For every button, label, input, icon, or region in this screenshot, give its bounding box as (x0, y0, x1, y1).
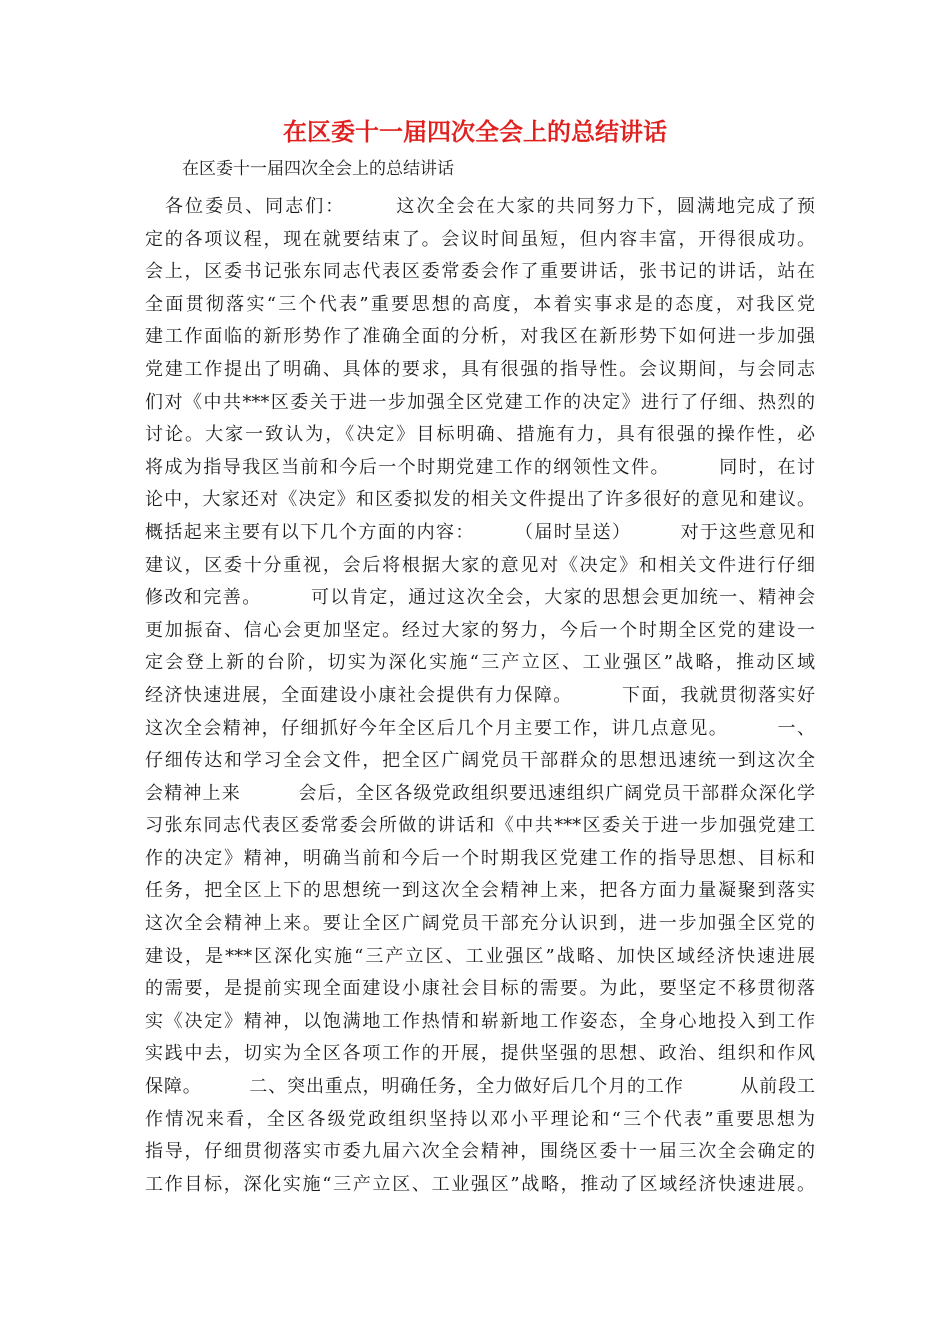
body-line: 保障。 二、突出重点，明确任务，全力做好后几个月的工作 从前段工 (145, 1076, 815, 1098)
body-line: 建设，是***区深化实施“三产立区、工业强区”战略、加快区域经济快速进展 (145, 945, 815, 967)
body-line: 经济快速进展，全面建设小康社会提供有力保障。 下面，我就贯彻落实好 (145, 684, 815, 706)
document-subtitle: 在区委十一届四次全会上的总结讲话 (182, 159, 454, 179)
body-line: 习张东同志代表区委常委会所做的讲话和《中共***区委关于进一步加强党建工 (145, 815, 815, 837)
body-line: 更加振奋、信心会更加坚定。经过大家的努力，今后一个时期全区党的建设一 (145, 619, 815, 641)
document-title: 在区委十一届四次全会上的总结讲话 (283, 118, 667, 146)
body-line: 实践中去，切实为全区各项工作的开展，提供坚强的思想、政治、组织和作风 (145, 1043, 815, 1065)
body-line: 概括起来主要有以下几个方面的内容： （届时呈送） 对于这些意见和 (145, 521, 815, 543)
body-line: 们对《中共***区委关于进一步加强全区党建工作的决定》进行了仔细、热烈的 (145, 391, 815, 413)
body-line: 实《决定》精神，以饱满地工作热情和崭新地工作姿态，全身心地投入到工作 (145, 1010, 815, 1032)
body-line: 定的各项议程，现在就要结束了。会议时间虽短，但内容丰富，开得很成功。 (145, 228, 815, 250)
body-line: 将成为指导我区当前和今后一个时期党建工作的纲领性文件。 同时，在讨 (145, 456, 815, 478)
body-line: 修改和完善。 可以肯定，通过这次全会，大家的思想会更加统一、精神会 (145, 587, 815, 609)
body-line: 这次全会精神，仔细抓好今年全区后几个月主要工作，讲几点意见。 一、 (145, 717, 815, 739)
body-line: 会上，区委书记张东同志代表区委常委会作了重要讲话，张书记的讲话，站在 (145, 261, 815, 283)
body-line: 各位委员、同志们： 这次全会在大家的共同努力下，圆满地完成了预 (145, 196, 815, 217)
body-line: 论中，大家还对《决定》和区委拟发的相关文件提出了许多很好的意见和建议。 (145, 489, 815, 511)
body-line: 建议，区委十分重视，会后将根据大家的意见对《决定》和相关文件进行仔细 (145, 554, 815, 576)
body-line: 定会登上新的台阶，切实为深化实施“三产立区、工业强区”战略，推动区域 (145, 652, 815, 674)
body-line: 的需要，是提前实现全面建设小康社会目标的需要。为此，要坚定不移贯彻落 (145, 978, 815, 1000)
body-line: 作的决定》精神，明确当前和今后一个时期我区党建工作的指导思想、目标和 (145, 847, 815, 869)
document-body (145, 191, 815, 1201)
body-line: 全面贯彻落实“三个代表”重要思想的高度，本着实事求是的态度，对我区党 (145, 293, 815, 315)
body-line: 讨论。大家一致认为，《决定》目标明确、措施有力，具有很强的操作性，必 (145, 424, 815, 446)
body-line: 作情况来看，全区各级党政组织坚持以邓小平理论和“三个代表”重要思想为 (145, 1108, 815, 1130)
body-line: 指导，仔细贯彻落实市委九届六次全会精神，围绕区委十一届三次全会确定的 (145, 1141, 815, 1163)
body-line: 党建工作提出了明确、具体的要求，具有很强的指导性。会议期间，与会同志 (145, 358, 815, 380)
body-line: 仔细传达和学习全会文件，把全区广阔党员干部群众的思想迅速统一到这次全 (145, 750, 815, 772)
body-line: 任务，把全区上下的思想统一到这次全会精神上来，把各方面力量凝聚到落实 (145, 880, 815, 902)
body-line: 工作目标，深化实施“三产立区、工业强区”战略，推动了区域经济快速进展。 (145, 1173, 815, 1195)
body-line: 这次全会精神上来。要让全区广阔党员干部充分认识到，进一步加强全区党的 (145, 913, 815, 935)
body-line: 会精神上来 会后，全区各级党政组织要迅速组织广阔党员干部群众深化学 (145, 782, 815, 804)
body-line: 建工作面临的新形势作了准确全面的分析，对我区在新形势下如何进一步加强 (145, 326, 815, 348)
